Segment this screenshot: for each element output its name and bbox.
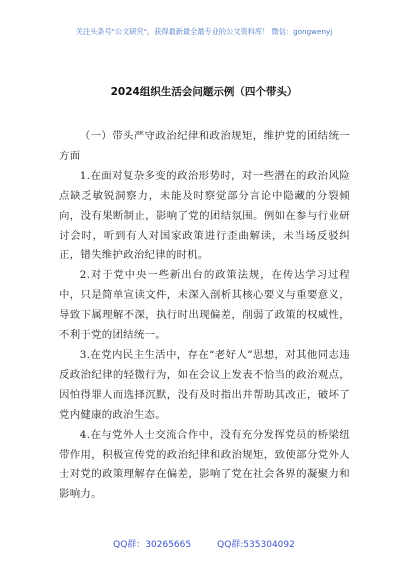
qq-group-1: QQ群：30265665: [113, 540, 192, 550]
paragraph-2: 2.对于党中央一些新出台的政策法规，在传达学习过程中，只是简单宣读文件，未深入剖析其核心要义与重要意义，导致下属理解不深，执行时出现偏差，削弱了政策的权威性，不利于党的团结统一。: [59, 269, 350, 342]
paragraph-1: 1.在面对复杂多变的政治形势时，对一些潜在的政治风险点缺乏敏锐洞察力，未能及时察觉部分言论中隐藏的分裂倾向，没有果断制止，影响了党的团结氛围。例如在参与行业研讨会时，听到有人对国家政策进行歪曲解读，未当场反驳纠正，错失维护政治纪律的时机。: [59, 169, 350, 262]
document-body: [59, 127, 350, 505]
paragraph-3: 3.在党内民主生活中，存在“老好人”思想，对其他同志违反政治纪律的轻微行为，如在会议上发表不恰当的政治观点，因怕得罪人而选择沉默，没有及时指出并帮助其改正，破坏了党内健康的政治生态。: [59, 348, 350, 421]
document-title: 2024组织生活会问题示例（四个带头）: [110, 86, 298, 98]
paragraph-4: 4.在与党外人士交流合作中，没有充分发挥党员的桥梁纽带作用，积极宣传党的政治纪律和政治规矩，致使部分党外人士对党的政策理解存在偏差，影响了党在社会各界的凝聚力和影响力。: [59, 428, 350, 501]
qq-group-2: QQ群:535304092: [217, 540, 295, 550]
bottom-qq-banner: [0, 537, 408, 550]
top-promo-banner: 关注头条号"公文研究"，获得最新最全最专业的公文资料库！ 微信：gongwenyj: [75, 27, 333, 36]
section-heading: （一）带头严守政治纪律和政治规矩，维护党的团结统一方面: [59, 130, 350, 162]
